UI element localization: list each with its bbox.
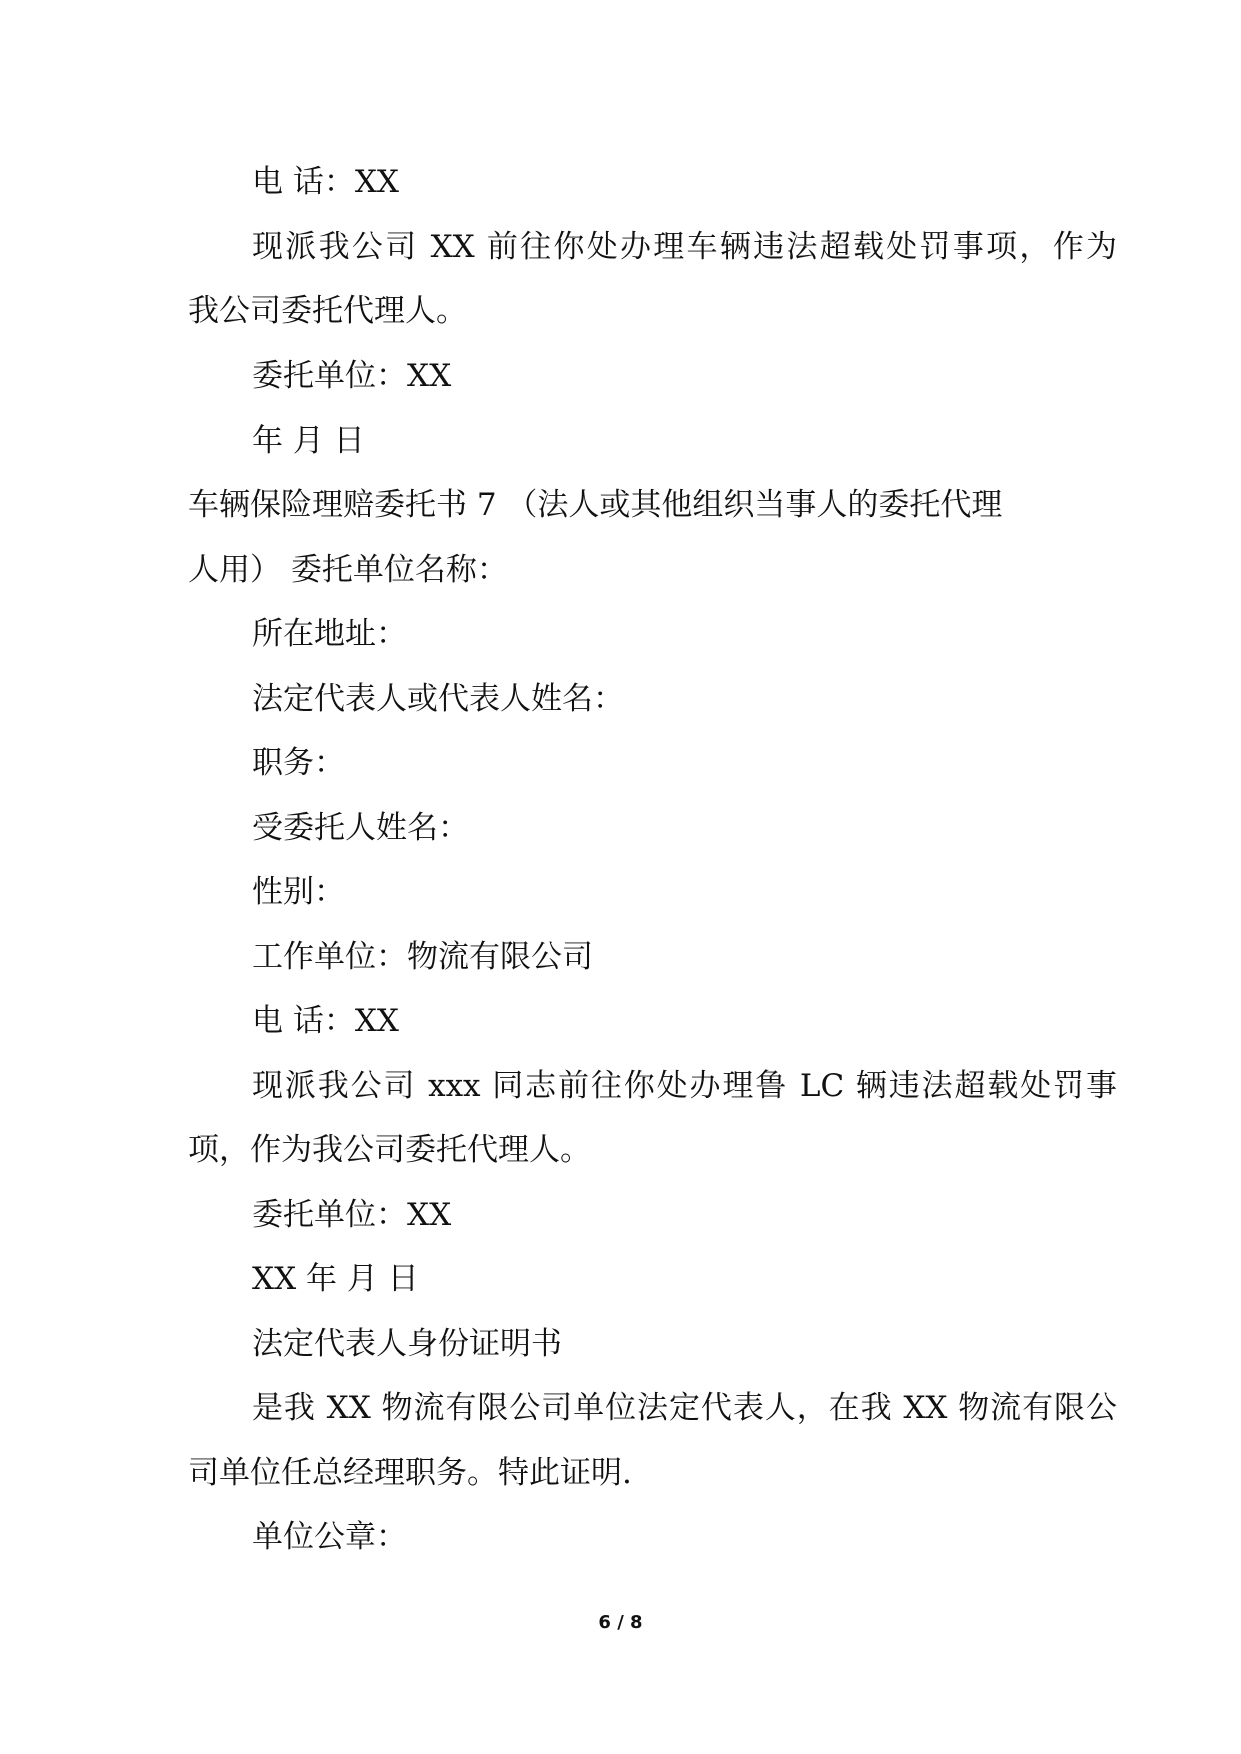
work-unit-line: 工作单位：物流有限公司 (252, 939, 593, 975)
certificate-title: 法定代表人身份证明书 (252, 1326, 562, 1362)
position-line: 职务： (252, 745, 345, 781)
heading-line-a: 车辆保险理赔委托书 7 （法人或其他组织当事人的委托代理 (188, 487, 1003, 523)
client-unit-line-1: 委托单位：XX (252, 358, 452, 394)
heading-line-b: 人用） 委托单位名称： (188, 552, 508, 588)
phone-line-1: 电 话：XX (252, 164, 399, 200)
client-unit-line-2: 委托单位：XX (252, 1197, 452, 1233)
seal-line: 单位公章： (252, 1519, 407, 1555)
assignment-line-1b: 我公司委托代理人。 (188, 293, 467, 329)
date-line-1: 年 月 日 (252, 423, 365, 459)
legal-representative-line: 法定代表人或代表人姓名： (252, 681, 624, 717)
address-line: 所在地址： (252, 616, 407, 652)
phone-line-2: 电 话：XX (252, 1003, 399, 1039)
assignment-line-2a: 现派我公司 xxx 同志前往你处办理鲁 LC 辆违法超载处罚事 (252, 1068, 1117, 1104)
gender-line: 性别： (252, 874, 345, 910)
assignment-line-1a: 现派我公司 XX 前往你处办理车辆违法超载处罚事项，作为 (252, 229, 1117, 265)
certificate-line-b: 司单位任总经理职务。特此证明. (188, 1455, 632, 1491)
date-line-2: XX 年 月 日 (252, 1261, 419, 1297)
assignment-line-2b: 项，作为我公司委托代理人。 (188, 1132, 591, 1168)
page-number: 6 / 8 (598, 1612, 643, 1633)
certificate-line-a: 是我 XX 物流有限公司单位法定代表人，在我 XX 物流有限公 (252, 1390, 1117, 1426)
agent-name-line: 受委托人姓名： (252, 810, 469, 846)
